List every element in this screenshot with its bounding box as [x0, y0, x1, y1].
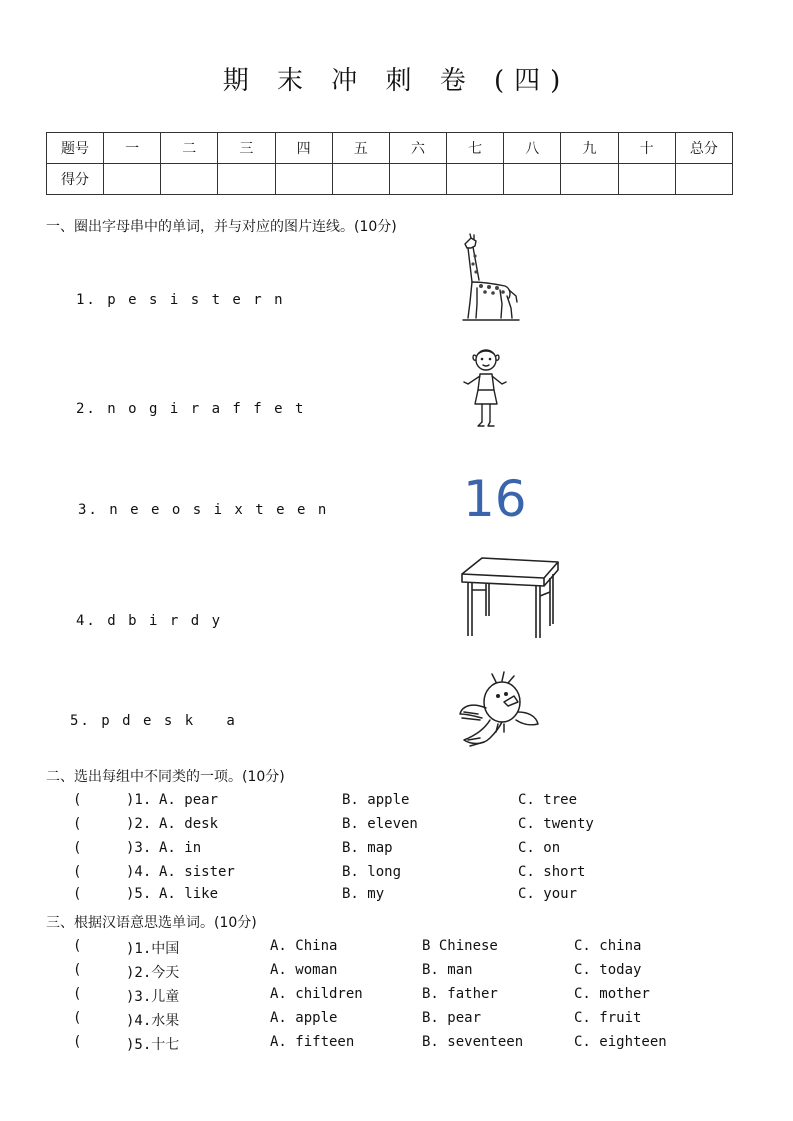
answer-paren[interactable]: ( [73, 816, 82, 832]
option-b: B. eleven [342, 816, 418, 832]
letter-string-4: 4. d b i r d y [76, 613, 223, 629]
question-number: )3. [126, 840, 152, 856]
score-cell: 一 [104, 133, 161, 164]
score-cell: 十 [618, 133, 675, 164]
score-blank-cell[interactable] [218, 164, 275, 195]
option-a: A. desk [159, 816, 219, 832]
score-blank-cell[interactable] [675, 164, 732, 195]
score-row-label: 得分 [47, 164, 104, 195]
score-cell: 总分 [675, 133, 732, 164]
answer-paren[interactable]: ( [73, 1010, 82, 1026]
option-c: C. on [518, 840, 561, 856]
answer-paren[interactable]: ( [73, 1034, 82, 1050]
question-prompt: )3.儿童 [126, 989, 180, 1005]
question-number: )4. [126, 864, 152, 880]
score-table-score-row [47, 164, 733, 195]
question-prompt: )4.水果 [126, 1013, 180, 1029]
answer-paren[interactable]: ( [73, 864, 82, 880]
question-number: )2. [126, 816, 152, 832]
letter-string-2: 2. n o g i r a f f e t [76, 401, 306, 417]
option-b: B. pear [422, 1010, 482, 1026]
score-cell: 七 [447, 133, 504, 164]
section1-heading: 一、圈出字母串中的单词，并与对应的图片连线。(10分) [46, 219, 397, 235]
score-blank-cell[interactable] [561, 164, 618, 195]
option-b: B. my [342, 886, 385, 902]
option-c: C. today [574, 962, 642, 978]
question-prompt: )1.中国 [126, 941, 180, 957]
answer-paren[interactable]: ( [73, 938, 82, 954]
answer-paren[interactable]: ( [73, 886, 82, 902]
score-cell: 六 [389, 133, 446, 164]
question-number: )1. [126, 792, 152, 808]
option-b: B Chinese [422, 938, 498, 954]
score-cell: 九 [561, 133, 618, 164]
bird-picture[interactable] [456, 668, 542, 756]
score-cell: 题号 [47, 133, 104, 164]
option-a: A. China [270, 938, 338, 954]
option-c: C. short [518, 864, 586, 880]
option-c: C. eighteen [574, 1034, 667, 1050]
answer-paren[interactable]: ( [73, 986, 82, 1002]
answer-paren[interactable]: ( [73, 962, 82, 978]
number-16-picture[interactable]: 16 [463, 470, 527, 528]
score-blank-cell[interactable] [275, 164, 332, 195]
question-prompt: )2.今天 [126, 965, 180, 981]
answer-paren[interactable]: ( [73, 792, 82, 808]
score-blank-cell[interactable] [389, 164, 446, 195]
letter-string-5: 5. p d e s k a [70, 713, 237, 729]
option-c: C. tree [518, 792, 578, 808]
option-b: B. seventeen [422, 1034, 524, 1050]
section2-heading: 二、选出每组中不同类的一项。(10分) [46, 769, 285, 785]
score-cell: 四 [275, 133, 332, 164]
giraffe-picture[interactable] [455, 232, 525, 324]
score-blank-cell[interactable] [618, 164, 675, 195]
score-cell: 三 [218, 133, 275, 164]
option-c: C. china [574, 938, 642, 954]
answer-paren[interactable]: ( [73, 840, 82, 856]
option-c: C. mother [574, 986, 650, 1002]
desk-picture[interactable] [458, 556, 562, 642]
score-blank-cell[interactable] [332, 164, 389, 195]
option-a: A. sister [159, 864, 235, 880]
score-cell: 五 [332, 133, 389, 164]
option-a: A. like [159, 886, 219, 902]
score-blank-cell[interactable] [104, 164, 161, 195]
option-c: C. twenty [518, 816, 594, 832]
option-b: B. man [422, 962, 473, 978]
option-b: B. long [342, 864, 402, 880]
score-cell: 二 [161, 133, 218, 164]
score-cell: 八 [504, 133, 561, 164]
letter-string-1: 1. p e s i s t e r n [76, 292, 285, 308]
girl-picture[interactable] [458, 346, 514, 432]
section3-heading: 三、根据汉语意思选单词。(10分) [46, 915, 257, 931]
option-a: A. in [159, 840, 202, 856]
question-prompt: )5.十七 [126, 1037, 180, 1053]
score-table-header-row [47, 133, 733, 164]
option-a: A. children [270, 986, 363, 1002]
score-blank-cell[interactable] [161, 164, 218, 195]
option-b: B. map [342, 840, 393, 856]
score-blank-cell[interactable] [504, 164, 561, 195]
option-b: B. apple [342, 792, 410, 808]
score-blank-cell[interactable] [447, 164, 504, 195]
score-table [46, 132, 733, 195]
question-number: )5. [126, 886, 152, 902]
option-b: B. father [422, 986, 498, 1002]
option-a: A. apple [270, 1010, 338, 1026]
letter-string-3: 3. n e e o s i x t e e n [78, 502, 329, 518]
option-a: A. pear [159, 792, 219, 808]
page-title: 期 末 冲 刺 卷 (四) [222, 66, 571, 96]
option-c: C. fruit [574, 1010, 642, 1026]
option-a: A. fifteen [270, 1034, 355, 1050]
option-a: A. woman [270, 962, 338, 978]
option-c: C. your [518, 886, 578, 902]
